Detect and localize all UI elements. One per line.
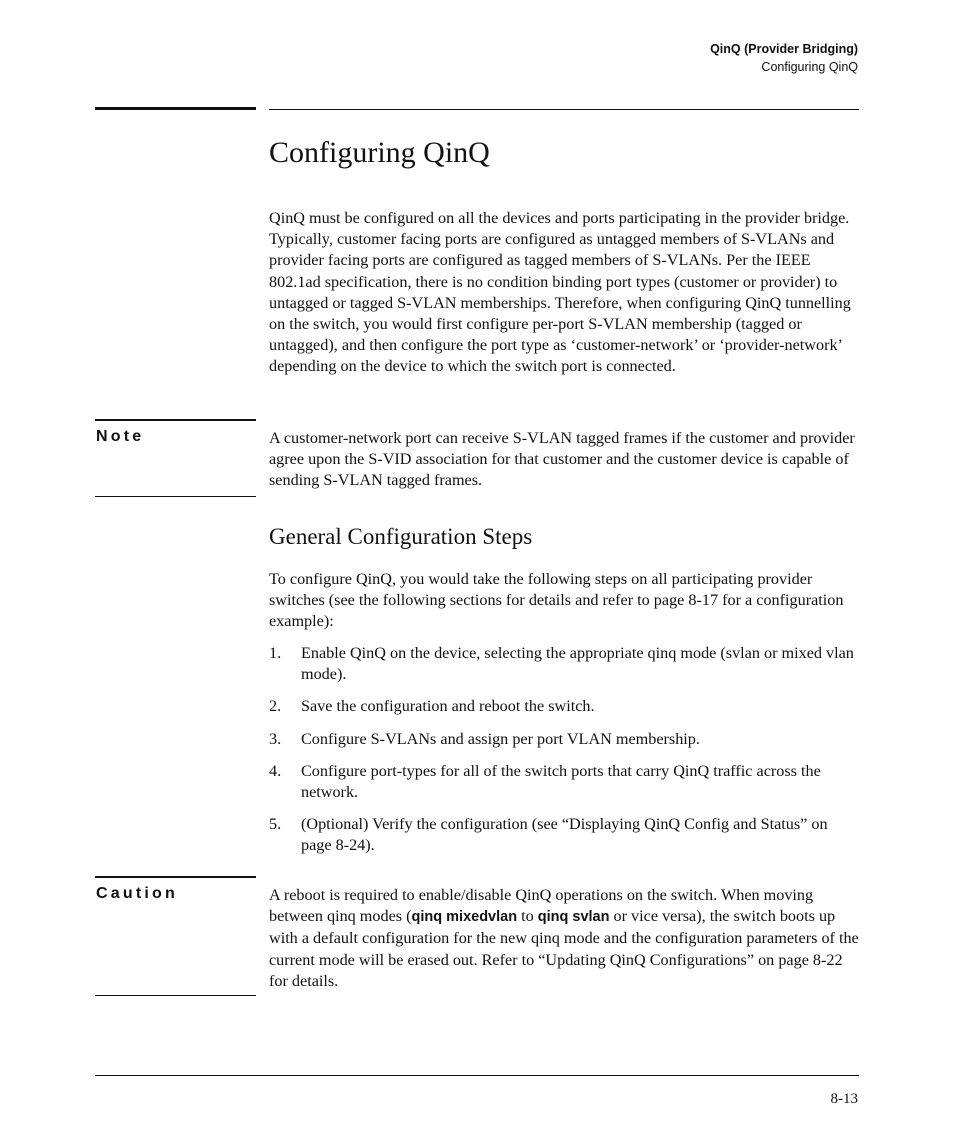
caution-bottom-rule <box>95 995 256 996</box>
list-item <box>269 729 859 750</box>
caution-text-b: to <box>517 907 538 926</box>
list-item <box>269 761 859 803</box>
step-text: Enable QinQ on the device, selecting the appropriate qinq mode (svlan or mixed vlan mode). <box>301 644 854 684</box>
caution-text-a: A reboot is required to enable/disable QinQ operations on the switch. When moving between qinq modes ( <box>269 886 814 926</box>
caution-top-rule <box>95 876 256 878</box>
caution-text-c: or vice versa), the switch boots up with a default configuration for the new qinq mode and the configuration parameters of the current mode will be erased out. Refer to “Updating QinQ Configurations” on page 8-22 for details. <box>269 907 859 990</box>
step-number: 3. <box>269 729 282 748</box>
list-item <box>269 643 859 685</box>
step-number: 1. <box>269 644 282 662</box>
step-text: Configure port-types for all of the switch ports that carry QinQ traffic across the network. <box>301 761 821 802</box>
step-number: 5. <box>269 815 282 834</box>
step-text: Configure S-VLANs and assign per port VLAN membership. <box>301 729 700 748</box>
step-text: (Optional) Verify the configuration (see “Displaying QinQ Config and Status” on page 8-24). <box>301 815 828 855</box>
caution-label: Caution <box>96 885 178 902</box>
page-title: Configuring QinQ <box>269 136 490 169</box>
caution-text <box>269 885 859 992</box>
list-item <box>269 814 859 856</box>
header-chapter: QinQ (Provider Bridging) <box>710 42 858 56</box>
intro-paragraph: QinQ must be configured on all the devices and ports participating in the provider bridge. Typically, customer facing ports are configured as untagged members of S-VLANs and provider facing ports are configured as tagged members of S-VLANs. Per the IEEE 802.1ad specification, there is no condition binding port types (customer or provider) to untagged or tagged S-VLAN memberships. Therefore, when configuring QinQ tunnelling on the switch, you would first configure per-port S-VLAN membership (tagged or untagged), and then configure the port type as ‘customer-network’ or ‘provider-network’ depending on the device to which the switch port is connected. <box>269 209 851 376</box>
section-heading: General Configuration Steps <box>269 524 533 549</box>
top-main-rule <box>269 109 859 110</box>
footer-rule <box>95 1075 859 1076</box>
step-number: 2. <box>269 697 282 716</box>
command-qinq-mixedvlan: qinq mixedvlan <box>411 909 518 926</box>
note-text: A customer-network port can receive S-VLAN tagged frames if the customer and provider agree upon the S-VID association for that customer and the customer device is capable of sending S-VLAN tagged frames. <box>269 429 855 490</box>
note-top-rule <box>95 419 256 421</box>
note-bottom-rule <box>95 496 256 497</box>
steps-list <box>269 643 859 868</box>
steps-intro: To configure QinQ, you would take the following steps on all participating provider switches (see the following sections for details and refer to page 8-17 for a configuration example): <box>269 570 844 631</box>
step-text: Save the configuration and reboot the switch. <box>301 697 595 716</box>
command-qinq-svlan: qinq svlan <box>537 909 610 926</box>
running-header <box>710 40 858 76</box>
header-section: Configuring QinQ <box>761 60 858 74</box>
list-item <box>269 696 859 717</box>
top-left-rule <box>95 107 256 110</box>
page-number: 8-13 <box>830 1091 858 1107</box>
note-label: Note <box>96 428 145 445</box>
step-number: 4. <box>269 761 282 780</box>
